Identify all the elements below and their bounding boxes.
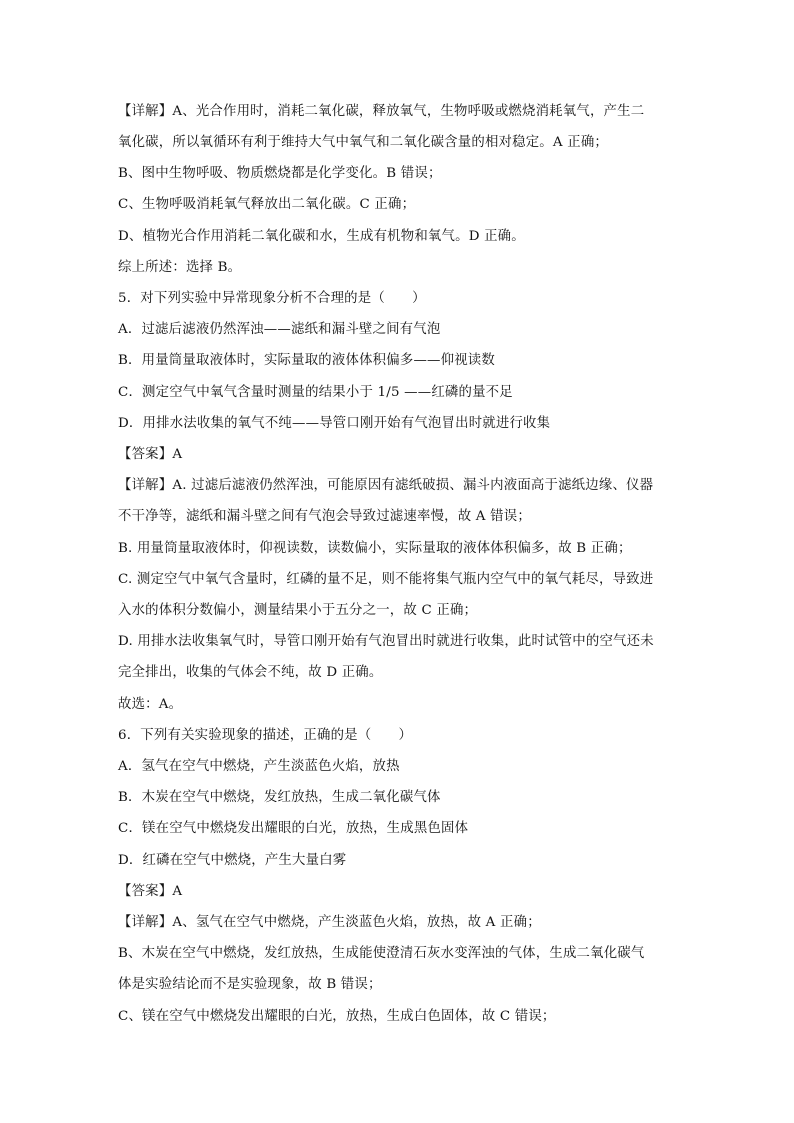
text-line: B、木炭在空气中燃烧，发红放热，生成能使澄清石灰水变浑浊的气体，生成二氧化碳气 [118,946,645,961]
text-line: 【详解】A、氢气在空气中燃烧，产生淡蓝色火焰，放热，故 A 正确； [118,915,541,930]
text-line: 氧化碳，所以氧循环有利于维持大气中氧气和二氧化碳含量的相对稳定。A 正确； [118,135,608,150]
text-line: 故选：A。 [118,697,183,712]
text-line: C、生物呼吸消耗氧气释放出二氧化碳。C 正确； [118,197,416,212]
text-line: B、图中生物呼吸、物质燃烧都是化学变化。B 错误； [118,166,442,181]
option-d: D．红磷在空气中燃烧，产生大量白雾 [118,853,347,868]
text-line: 【详解】A. 过滤后滤液仍然浑浊，可能原因有滤纸破损、漏斗内液面高于滤纸边缘、仪器 [118,478,654,493]
text-line: 不干净等，滤纸和漏斗壁之间有气泡会导致过滤速率慢，故 A 错误； [118,509,531,524]
answer-line: 【答案】A [118,447,183,462]
text-line: C、镁在空气中燃烧发出耀眼的白光，放热，生成白色固体，故 C 错误； [118,1009,556,1024]
option-b: B．木炭在空气中燃烧，发红放热，生成二氧化碳气体 [118,790,441,805]
question-stem: 5．对下列实验中异常现象分析不合理的是（ ） [118,291,426,306]
text-line: 体是实验结论而不是实验现象，故 B 错误； [118,977,382,992]
text-line: B. 用量筒量取液体时，仰视读数，读数偏小，实际量取的液体体积偏多，故 B 正确； [118,541,632,556]
answer-line: 【答案】A [118,884,183,899]
option-d: D．用排水法收集的氧气不纯——导管口刚开始有气泡冒出时就进行收集 [118,416,551,431]
option-a: A．氢气在空气中燃烧，产生淡蓝色火焰，放热 [118,759,400,774]
text-line: 【详解】A、光合作用时，消耗二氧化碳，释放氧气，生物呼吸或燃烧消耗氧气，产生二 [118,104,645,119]
text-line: 完全排出，收集的气体会不纯，故 D 正确。 [118,665,383,680]
option-b: B．用量筒量取液体时，实际量取的液体体积偏多——仰视读数 [118,353,495,368]
text-line: 入水的体积分数偏小，测量结果小于五分之一，故 C 正确； [118,603,478,618]
option-c: C．镁在空气中燃烧发出耀眼的白光，放热，生成黑色固体 [118,821,469,836]
option-c: C．测定空气中氧气含量时测量的结果小于 1/5 ——红磷的量不足 [118,385,513,400]
option-a: A．过滤后滤液仍然浑浊——滤纸和漏斗壁之间有气泡 [118,322,441,337]
text-line: D、植物光合作用消耗二氧化碳和水，生成有机物和氧气。D 正确。 [118,229,525,244]
text-line: 综上所述：选择 B。 [118,260,242,275]
text-line: C. 测定空气中氧气含量时，红磷的量不足，则不能将集气瓶内空气中的氧气耗尽，导致进 [118,572,654,587]
question-stem: 6．下列有关实验现象的描述，正确的是（ ） [118,728,413,743]
text-line: D. 用排水法收集氧气时，导管口刚开始有气泡冒出时就进行收集，此时试管中的空气还未 [118,634,654,649]
